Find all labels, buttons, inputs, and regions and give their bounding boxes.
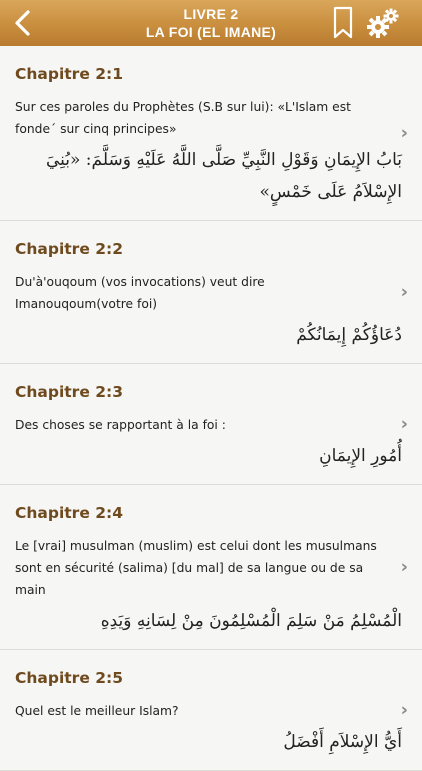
chapter-item[interactable]: [0, 650, 422, 771]
chevron-right-icon: ›: [400, 699, 408, 721]
gears-icon: [366, 7, 400, 39]
chapter-item[interactable]: [0, 46, 422, 221]
settings-button[interactable]: [366, 7, 400, 39]
chapter-arabic-text: أُمُورِ الإِيمَانِ: [319, 446, 402, 466]
chapter-item[interactable]: [0, 485, 422, 650]
chapter-french-text: Sur ces paroles du Prophètes (S.B sur lui): «L'Islam est fonde´ sur cinq principes»: [15, 100, 351, 136]
back-button[interactable]: [6, 6, 40, 40]
chapter-item[interactable]: [0, 221, 422, 364]
chapter-arabic-text: دُعَاؤُكُمْ إِيمَانُكُمْ: [296, 325, 402, 345]
chapter-arabic-text: أَيُّ الإِسْلاَمِ أَفْضَلُ: [283, 732, 402, 752]
chapter-title: Chapitre 2:3: [15, 383, 124, 401]
chapter-french-text: Du'à'ouqoum (vos invocations) veut dire Imanouqoum(votre foi): [15, 275, 265, 311]
chapter-list: [0, 46, 422, 771]
top-bar: [0, 0, 422, 46]
chapter-item[interactable]: [0, 364, 422, 485]
chapter-title: Chapitre 2:5: [15, 669, 124, 687]
chapter-title: Chapitre 2:4: [15, 504, 124, 522]
book-number: LIVRE 2: [183, 6, 239, 22]
chevron-right-icon: ›: [400, 122, 408, 144]
chapter-french-text: Des choses se rapportant à la foi :: [15, 418, 226, 432]
chapter-french-text: Quel est le meilleur Islam?: [15, 704, 179, 718]
bookmark-icon: [332, 6, 354, 40]
chapter-arabic-text: بَابُ الإِيمَانِ وَقَوْلِ النَّبِيِّ صَلَّى اللَّهُ عَلَيْهِ وَسَلَّمَ: «بُنِيَ الإِسْلاَمُ عَلَى خَمْسٍ»: [45, 150, 402, 202]
chevron-right-icon: ›: [400, 413, 408, 435]
chapter-title: Chapitre 2:2: [15, 240, 124, 258]
chevron-left-icon: [13, 10, 33, 36]
chapter-french-text: Le [vrai] musulman (muslim) est celui dont les musulmans sont en sécurité (salima) [du mal] de sa langue ou de sa main: [15, 539, 377, 597]
bookmark-button[interactable]: [332, 6, 354, 40]
page-title: [90, 5, 332, 41]
book-title: LA FOI (EL IMANE): [145, 24, 277, 40]
chapter-arabic-text: الْمُسْلِمُ مَنْ سَلِمَ الْمُسْلِمُونَ مِنْ لِسَانِهِ وَيَدِهِ: [100, 611, 402, 631]
chapter-title: Chapitre 2:1: [15, 65, 124, 83]
chevron-right-icon: ›: [400, 281, 408, 303]
chevron-right-icon: ›: [400, 556, 408, 578]
